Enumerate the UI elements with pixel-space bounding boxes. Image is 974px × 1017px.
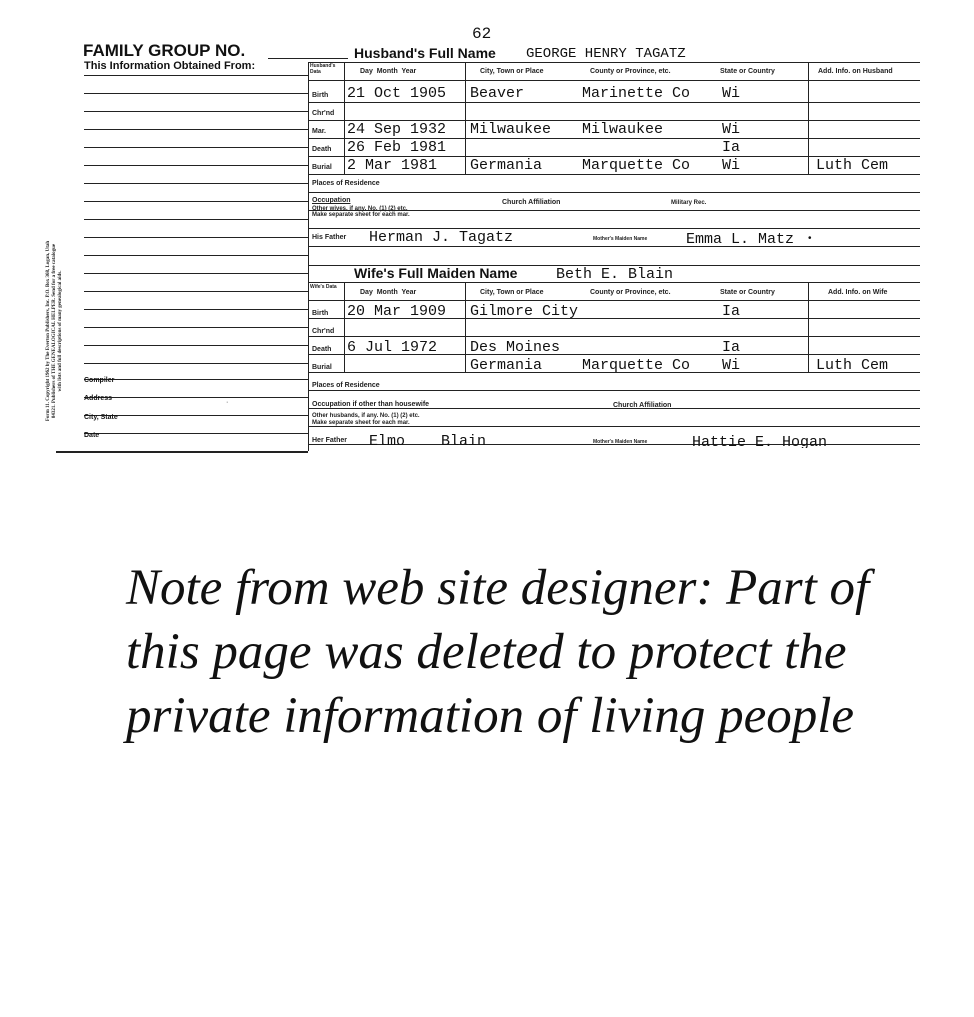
husband-col-divider	[465, 62, 466, 174]
left-rule-line	[84, 129, 308, 130]
husband-info-value: Luth Cem	[816, 157, 889, 174]
wife-name: Beth E. Blain	[556, 266, 674, 283]
wife-mother-clip	[692, 434, 852, 448]
her-father-value: Elmo Blain	[369, 433, 487, 450]
husband-county-value: Marquette Co	[582, 157, 691, 174]
wife-separate-sheet-label: Make separate sheet for each mar.	[312, 420, 410, 426]
address-label: Address	[84, 395, 113, 402]
husband-table-line	[308, 174, 920, 175]
husband-state-value: Wi	[722, 85, 741, 102]
husband-county-header: County or Province, etc.	[590, 68, 671, 75]
wife-addinfo-header: Add. Info. on Wife	[828, 289, 888, 296]
wife-table-line	[308, 300, 920, 301]
compiler-label: Compiler	[84, 377, 115, 384]
family-group-label: FAMILY GROUP NO.	[83, 41, 246, 60]
husband-state-value: Ia	[722, 139, 741, 156]
left-rule-line	[84, 165, 308, 166]
wife-place-header: City, Town or Place	[480, 289, 544, 296]
husband-state-value: Wi	[722, 121, 741, 138]
husband-date-value: 24 Sep 1932	[347, 121, 447, 138]
husband-col-divider	[344, 62, 345, 174]
husband-place-value: Milwaukee	[470, 121, 552, 138]
left-rule-line	[84, 397, 308, 398]
husband-table-line	[308, 246, 920, 247]
wife-other-husbands-label: Other husbands, if any. No. (1) (2) etc.	[312, 413, 420, 419]
wife-table-line	[308, 336, 920, 337]
her-father-label: Her Father	[312, 437, 348, 444]
wife-info-value: Luth Cem	[816, 357, 889, 374]
wife-county-header: County or Province, etc.	[590, 289, 671, 296]
wife-dmy-header: Day Month Year	[360, 289, 417, 296]
date-label: Date	[84, 432, 100, 439]
left-rule-line	[84, 379, 308, 380]
husband-mother-value: Emma L. Matz	[686, 231, 795, 248]
husband-col-divider	[808, 62, 809, 174]
husband-place-header: City, Town or Place	[480, 68, 544, 75]
left-rule-line	[84, 255, 308, 256]
husband-row-label: Burial	[312, 164, 332, 171]
husband-mother-maiden-label: Mother's Maiden Name	[593, 236, 648, 242]
husband-row-label: Chr'nd	[312, 110, 335, 117]
side-copyright: Form 11. Copyright 1962 by The Everton Publishers, Inc. P.O. Box 368, Logan, Utah 84321. Publishers of THE GENEALOGICAL HELPER. Send for a free catalogue with lists and full descriptions of many genealogical aids.	[46, 240, 63, 422]
left-rule-line	[84, 75, 308, 76]
husband-military-label: Military Rec.	[671, 200, 707, 206]
left-rule-line	[84, 237, 308, 238]
left-rule-line	[84, 273, 308, 274]
wife-county-value: Marquette Co	[582, 357, 691, 374]
husband-county-value: Marinette Co	[582, 85, 691, 102]
family-group-number-line	[268, 58, 348, 59]
wife-row-label: Death	[312, 346, 332, 353]
designer-note: Note from web site designer: Part of this page was deleted to protect the private information of living people	[126, 560, 870, 744]
wife-occupation-label: Occupation if other than housewife	[312, 401, 430, 408]
wife-col-divider	[808, 282, 809, 372]
left-rule-line	[84, 147, 308, 148]
wife-mother-maiden-label: Mother's Maiden Name	[593, 439, 648, 445]
husband-place-value: Germania	[470, 157, 543, 174]
left-rule-line	[84, 219, 308, 220]
wife-place-value: Gilmore City	[470, 303, 579, 320]
wife-church-label: Church Affiliation	[613, 402, 672, 409]
wife-row-label: Burial	[312, 364, 332, 371]
left-bottom-double-line	[56, 451, 308, 453]
wife-state-value: Ia	[722, 339, 741, 356]
left-rule-line	[84, 291, 308, 292]
left-rule-line	[84, 201, 308, 202]
husband-name-label: Husband's Full Name	[354, 45, 496, 61]
husband-county-value: Milwaukee	[582, 121, 664, 138]
wife-place-value: Des Moines	[470, 339, 561, 356]
husband-mother-dot: •	[808, 233, 812, 244]
his-father-label: His Father	[312, 234, 347, 241]
husband-date-value: 26 Feb 1981	[347, 139, 447, 156]
husband-place-value: Beaver	[470, 85, 525, 102]
husband-church-label: Church Affiliation	[502, 199, 561, 206]
husband-row-label: Death	[312, 146, 332, 153]
obtained-from-label: This Information Obtained From:	[84, 60, 256, 72]
husband-table-line	[308, 102, 920, 103]
left-rule-line	[84, 183, 308, 184]
husband-state-value: Wi	[722, 157, 741, 174]
left-rule-line	[84, 327, 308, 328]
his-father-value: Herman J. Tagatz	[369, 229, 514, 246]
wife-col-divider	[344, 282, 345, 372]
wife-residence-label: Places of Residence	[312, 382, 380, 389]
husband-other-wives-label: Other wives, if any. No. (1) (2) etc.	[312, 206, 408, 212]
husband-state-header: State or Country	[720, 68, 775, 75]
wife-state-header: State or Country	[720, 289, 775, 296]
wife-state-value: Ia	[722, 303, 741, 320]
husband-occupation-label: Occupation	[312, 197, 351, 204]
wife-mother-value: Hattie E. Hogan	[692, 434, 828, 448]
wife-data-header: Wife's Data	[310, 284, 337, 290]
address-dot: ·	[226, 399, 229, 406]
left-rule-line	[84, 433, 308, 434]
wife-place-value: Germania	[470, 357, 543, 374]
husband-dmy-header: Day Month Year	[360, 68, 417, 75]
husband-date-value: 2 Mar 1981	[347, 157, 438, 174]
husband-addinfo-header: Add. Info. on Husband	[818, 68, 893, 75]
husband-row-label: Birth	[312, 92, 329, 99]
husband-name: GEORGE HENRY TAGATZ	[526, 46, 686, 62]
left-rule-line	[84, 345, 308, 346]
city-state-label: City, State	[84, 414, 118, 421]
wife-date-value: 6 Jul 1972	[347, 339, 438, 356]
left-rule-line	[84, 93, 308, 94]
wife-row-label: Birth	[312, 310, 329, 317]
wife-state-value: Wi	[722, 357, 741, 374]
left-rule-line	[84, 309, 308, 310]
wife-table-line	[308, 390, 920, 391]
wife-col-divider	[465, 282, 466, 372]
husband-table-line	[308, 62, 920, 63]
husband-table-line	[308, 80, 920, 81]
left-rule-line	[84, 363, 308, 364]
husband-residence-label: Places of Residence	[312, 180, 380, 187]
wife-row-label: Chr'nd	[312, 328, 335, 335]
husband-separate-sheet-label: Make separate sheet for each mar.	[312, 212, 410, 218]
husband-table-line	[308, 192, 920, 193]
husband-date-value: 21 Oct 1905	[347, 85, 447, 102]
husband-data-header: Husband's Data	[310, 63, 336, 75]
wife-name-label: Wife's Full Maiden Name	[354, 265, 518, 281]
page-number: 62	[472, 25, 492, 43]
wife-table-line	[308, 426, 920, 427]
wife-date-value: 20 Mar 1909	[347, 303, 447, 320]
husband-row-label: Mar.	[312, 128, 327, 135]
left-rule-line	[84, 111, 308, 112]
